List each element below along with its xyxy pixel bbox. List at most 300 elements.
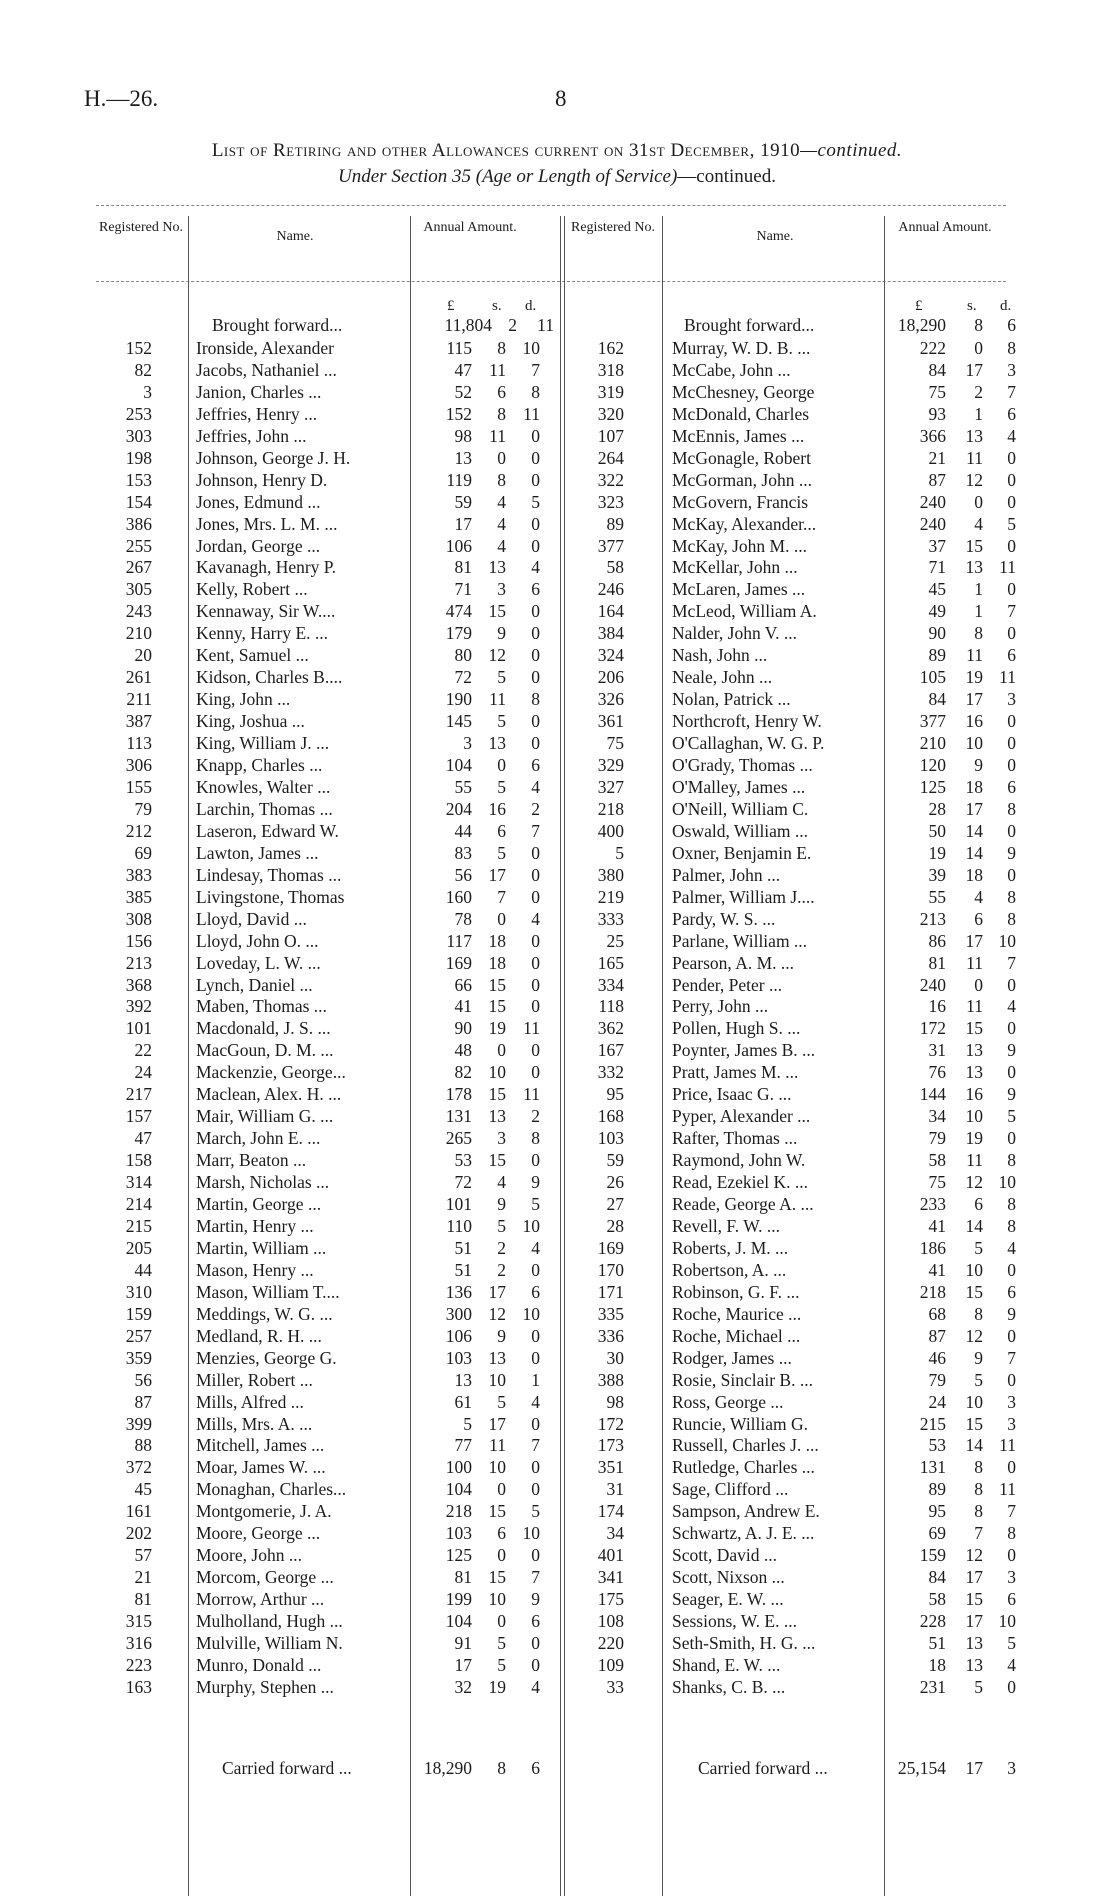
amount-pence: 0 [531, 1347, 540, 1368]
amount-shillings: 6 [497, 820, 506, 841]
amount-pence: 0 [1007, 1062, 1016, 1083]
amount-shillings: 18 [488, 930, 506, 951]
table-row [0, 1017, 1114, 1039]
recipient-name: Reade, George A. ... [672, 1194, 814, 1214]
recipient-name: McKay, Alexander... [672, 513, 817, 534]
amount-pounds: 179 [445, 623, 472, 644]
table-row [0, 1413, 1114, 1435]
amount-pence: 9 [1007, 1040, 1016, 1061]
amount-pence: 4 [1007, 1654, 1016, 1675]
amount-pounds: 87 [928, 469, 946, 490]
amount-shillings: 15 [965, 1281, 983, 1302]
amount-pence: 3 [1007, 689, 1016, 710]
registered-number: 164 [597, 601, 624, 622]
table-row [0, 622, 1114, 644]
amount-pounds: 55 [454, 776, 472, 797]
recipient-name: Pollen, Hugh S. ... [672, 1018, 801, 1039]
registered-number: 212 [125, 820, 152, 841]
amount-pounds: 300 [445, 1303, 472, 1324]
amount-pence: 6 [531, 1281, 540, 1302]
amount-pounds: 13 [454, 1369, 472, 1390]
amount-shillings: 0 [497, 1611, 506, 1632]
amount-pounds: 19 [928, 842, 946, 863]
amount-pence: 0 [531, 1325, 540, 1346]
amount-pounds: 66 [454, 974, 472, 995]
left-name-header: Name. [276, 229, 314, 244]
recipient-name: Marsh, Nicholas ... [196, 1172, 330, 1193]
amount-pence: 0 [531, 1413, 540, 1434]
registered-number: 21 [134, 1567, 152, 1588]
recipient-name: Johnson, George J. H. [196, 447, 351, 468]
amount-pounds: 58 [928, 1150, 946, 1171]
recipient-name: McKellar, John ... [672, 557, 798, 578]
recipient-name: Miller, Robert ... [196, 1369, 313, 1390]
recipient-name: Maben, Thomas ... [196, 996, 327, 1017]
recipient-name: Martin, William ... [196, 1237, 327, 1258]
registered-number: 401 [597, 1545, 624, 1566]
registered-number: 372 [125, 1457, 152, 1478]
registered-number: 198 [125, 447, 152, 468]
registered-number: 44 [134, 1259, 152, 1280]
table-row [0, 1500, 1114, 1522]
amount-pounds: 41 [928, 1259, 946, 1280]
amount-pence: 9 [531, 1589, 540, 1610]
table-row [0, 535, 1114, 557]
amount-pence: 4 [531, 1237, 540, 1258]
amount-pence: 0 [531, 886, 540, 907]
amount-shillings: 0 [497, 1040, 506, 1061]
amount-shillings: 16 [965, 1084, 983, 1105]
amount-shillings: 5 [974, 1369, 983, 1390]
subtitle-text: Under Section 35 (Age or Length of Service) [338, 166, 678, 187]
amount-shillings: 14 [965, 1435, 983, 1456]
amount-pounds: 87 [928, 1325, 946, 1346]
recipient-name: Marr, Beaton ... [196, 1150, 307, 1171]
amount-shillings: 9 [974, 755, 983, 775]
page-number: 8 [555, 86, 567, 111]
amount-pounds: 84 [928, 1567, 946, 1588]
registered-number: 87 [134, 1391, 152, 1412]
recipient-name: Morrow, Arthur ... [196, 1589, 325, 1610]
right-carried-forward [0, 1758, 1114, 1780]
amount-pounds: 84 [928, 689, 946, 710]
recipient-name: McCabe, John ... [672, 359, 791, 380]
amount-pounds: 240 [919, 491, 946, 512]
left-brought-forward-pounds: 11,804 [444, 315, 492, 335]
amount-pence: 9 [1007, 1084, 1016, 1105]
amount-shillings: 11 [489, 1435, 506, 1456]
amount-pence: 0 [531, 952, 540, 973]
title-text: List of Retiring and other Allowances current on 31st December, 1910 [211, 140, 801, 161]
registered-number: 69 [134, 842, 152, 863]
registered-number: 173 [597, 1435, 624, 1456]
recipient-name: Seager, E. W. ... [672, 1589, 784, 1610]
amount-shillings: 10 [488, 1062, 506, 1083]
amount-pounds: 75 [928, 381, 946, 402]
registered-number: 324 [597, 645, 624, 666]
amount-shillings: 5 [974, 1676, 983, 1697]
amount-pence: 0 [1007, 1018, 1016, 1039]
amount-shillings: 6 [497, 381, 506, 402]
recipient-name: Nalder, John V. ... [672, 623, 798, 644]
registered-number: 168 [597, 1106, 624, 1127]
recipient-name: Russell, Charles J. ... [672, 1435, 819, 1456]
recipient-name: Jeffries, Henry ... [196, 403, 318, 424]
amount-shillings: 12 [965, 1545, 983, 1566]
recipient-name: McGonagle, Robert [672, 447, 811, 468]
recipient-name: McKay, John M. ... [672, 535, 807, 556]
recipient-name: Ironside, Alexander [196, 337, 335, 358]
amount-shillings: 13 [965, 1654, 983, 1675]
recipient-name: King, William J. ... [196, 733, 330, 754]
amount-pence: 11 [999, 1479, 1016, 1500]
amount-pence: 0 [1007, 1369, 1016, 1390]
right-carried-forward-label: Carried forward ... [698, 1758, 828, 1778]
recipient-name: MacGoun, D. M. ... [196, 1040, 334, 1061]
amount-pence: 0 [531, 645, 540, 666]
registered-number: 333 [597, 908, 624, 929]
registered-number: 314 [125, 1172, 152, 1193]
table-row [0, 974, 1114, 996]
amount-shillings: 0 [497, 447, 506, 468]
amount-pence: 0 [531, 513, 540, 534]
amount-shillings: 13 [965, 1040, 983, 1061]
amount-shillings: 5 [974, 1237, 983, 1258]
registered-number: 31 [606, 1479, 624, 1500]
recipient-name: McLaren, James ... [672, 579, 806, 600]
amount-pence: 3 [1007, 1391, 1016, 1412]
registered-number: 101 [125, 1018, 152, 1039]
amount-pounds: 104 [445, 1479, 472, 1500]
amount-pounds: 50 [928, 820, 946, 841]
recipient-name: Neale, John ... [672, 667, 773, 688]
table-row [0, 1588, 1114, 1610]
amount-shillings: 5 [497, 1215, 506, 1236]
registered-number: 56 [134, 1369, 152, 1390]
amount-pounds: 61 [454, 1391, 472, 1412]
registered-number: 165 [597, 952, 624, 973]
amount-pounds: 152 [445, 403, 472, 424]
table-row [0, 469, 1114, 491]
amount-pounds: 51 [454, 1237, 472, 1258]
right-carried-forward-pence: 3 [1007, 1758, 1016, 1778]
recipient-name: Mulholland, Hugh ... [196, 1611, 343, 1632]
registered-number: 3 [143, 381, 152, 402]
registered-number: 79 [134, 798, 152, 819]
amount-pence: 0 [531, 535, 540, 556]
amount-shillings: 17 [965, 930, 983, 951]
amount-pence: 0 [531, 1040, 540, 1061]
amount-pence: 5 [531, 1194, 540, 1214]
recipient-name: Read, Ezekiel K. ... [672, 1172, 809, 1193]
table-row [0, 886, 1114, 908]
recipient-name: Macdonald, J. S. ... [196, 1018, 331, 1039]
recipient-name: Kent, Samuel ... [196, 645, 309, 666]
registered-number: 219 [597, 886, 624, 907]
registered-number: 383 [125, 864, 152, 885]
recipient-name: Runcie, William G. [672, 1413, 809, 1434]
amount-shillings: 13 [488, 557, 506, 578]
amount-pounds: 51 [454, 1259, 472, 1280]
recipient-name: Mulville, William N. [196, 1633, 343, 1653]
amount-pounds: 41 [928, 1215, 946, 1236]
amount-pence: 0 [1007, 535, 1016, 556]
left-registered-header: Registered No. [99, 220, 183, 235]
header-bottom-rule [96, 281, 1006, 282]
amount-pounds: 24 [928, 1391, 946, 1412]
amount-pounds: 104 [445, 755, 472, 775]
left-pence-unit: d. [525, 298, 537, 314]
amount-pounds: 231 [919, 1676, 946, 1697]
recipient-name: Scott, David ... [672, 1545, 777, 1566]
registered-number: 218 [597, 798, 624, 819]
amount-shillings: 11 [489, 359, 506, 380]
amount-shillings: 5 [497, 711, 506, 732]
amount-pence: 10 [998, 1172, 1016, 1193]
amount-shillings: 12 [965, 1172, 983, 1193]
amount-pounds: 58 [928, 1589, 946, 1610]
amount-pounds: 233 [919, 1194, 946, 1214]
registered-number: 158 [125, 1150, 152, 1171]
amount-pence: 7 [1007, 1501, 1016, 1522]
amount-shillings: 13 [488, 1347, 506, 1368]
amount-pence: 7 [531, 1435, 540, 1456]
amount-pounds: 71 [928, 557, 946, 578]
recipient-name: Murphy, Stephen ... [196, 1676, 334, 1697]
registered-number: 22 [134, 1040, 152, 1061]
registered-number: 220 [597, 1633, 624, 1653]
registered-number: 380 [597, 864, 624, 885]
registered-number: 332 [597, 1062, 624, 1083]
recipient-name: Janion, Charles ... [196, 381, 322, 402]
amount-shillings: 15 [965, 1018, 983, 1039]
amount-pence: 0 [1007, 469, 1016, 490]
amount-shillings: 0 [974, 337, 983, 358]
amount-shillings: 1 [974, 403, 983, 424]
amount-pounds: 75 [928, 1172, 946, 1193]
amount-shillings: 10 [965, 1391, 983, 1412]
amount-pounds: 47 [454, 359, 472, 380]
table-row [0, 1039, 1114, 1061]
recipient-name: King, Joshua ... [196, 711, 305, 732]
recipient-name: Loveday, L. W. ... [196, 952, 321, 973]
recipient-name: Raymond, John W. [672, 1150, 806, 1171]
registered-number: 155 [125, 776, 152, 797]
registered-number: 113 [126, 733, 152, 754]
amount-pence: 11 [999, 1435, 1016, 1456]
registered-number: 30 [606, 1347, 624, 1368]
table-row [0, 1391, 1114, 1413]
amount-pence: 9 [1007, 1303, 1016, 1324]
amount-pence: 0 [531, 1150, 540, 1171]
registered-number: 28 [606, 1215, 624, 1236]
amount-pounds: 125 [919, 776, 946, 797]
registered-number: 400 [597, 820, 624, 841]
amount-pounds: 240 [919, 513, 946, 534]
registered-number: 315 [125, 1611, 152, 1632]
amount-pence: 0 [531, 1259, 540, 1280]
table-row [0, 578, 1114, 600]
amount-pounds: 44 [454, 820, 472, 841]
amount-shillings: 4 [497, 1172, 506, 1193]
amount-pounds: 39 [928, 864, 946, 885]
amount-shillings: 15 [488, 601, 506, 622]
right-pounds-unit: £ [915, 298, 923, 314]
amount-shillings: 9 [974, 1347, 983, 1368]
amount-pence: 0 [531, 667, 540, 688]
amount-pence: 10 [998, 1611, 1016, 1632]
registered-number: 161 [125, 1501, 152, 1522]
left-brought-forward-shillings: 2 [508, 315, 517, 335]
right-brought-forward-label: Brought forward... [684, 315, 815, 335]
amount-pence: 8 [1007, 908, 1016, 929]
amount-pence: 10 [522, 1303, 540, 1324]
amount-pence: 6 [531, 1611, 540, 1632]
amount-shillings: 12 [488, 1303, 506, 1324]
registered-number: 217 [125, 1084, 152, 1105]
registered-number: 385 [125, 886, 152, 907]
registered-number: 27 [606, 1194, 624, 1214]
recipient-name: Kennaway, Sir W.... [196, 601, 336, 622]
table-row [0, 842, 1114, 864]
amount-shillings: 6 [974, 908, 983, 929]
registered-number: 308 [125, 908, 152, 929]
amount-pounds: 53 [454, 1150, 472, 1171]
amount-pence: 0 [1007, 733, 1016, 754]
amount-pence: 0 [531, 864, 540, 885]
amount-pence: 0 [531, 447, 540, 468]
amount-shillings: 10 [965, 1259, 983, 1280]
amount-shillings: 8 [974, 1479, 983, 1500]
registered-number: 310 [125, 1281, 152, 1302]
amount-pence: 5 [531, 491, 540, 512]
right-shillings-unit: s. [967, 298, 977, 314]
table-row [0, 1105, 1114, 1127]
amount-pounds: 145 [445, 711, 472, 732]
amount-shillings: 9 [497, 623, 506, 644]
table-row [0, 1237, 1114, 1259]
registered-number: 170 [597, 1259, 624, 1280]
amount-pounds: 13 [454, 447, 472, 468]
amount-pence: 0 [531, 733, 540, 754]
registered-number: 202 [125, 1523, 152, 1544]
registered-number: 25 [606, 930, 624, 951]
registered-number: 95 [606, 1084, 624, 1105]
amount-pence: 11 [999, 667, 1016, 688]
amount-shillings: 0 [497, 1479, 506, 1500]
amount-pence: 4 [531, 1391, 540, 1412]
table-row [0, 776, 1114, 798]
recipient-name: McChesney, George [672, 381, 815, 402]
amount-shillings: 0 [497, 1545, 506, 1566]
recipient-name: Roche, Maurice ... [672, 1303, 802, 1324]
right-brought-forward-pounds: 18,290 [897, 315, 946, 335]
registered-number: 329 [597, 755, 624, 775]
amount-pounds: 160 [445, 886, 472, 907]
amount-pounds: 190 [445, 689, 472, 710]
table-row [0, 1610, 1114, 1632]
amount-pence: 8 [531, 1128, 540, 1149]
table-row [0, 1544, 1114, 1566]
amount-pounds: 89 [928, 1479, 946, 1500]
amount-pence: 0 [1007, 711, 1016, 732]
recipient-name: Kenny, Harry E. ... [196, 623, 329, 644]
registered-number: 327 [597, 776, 624, 797]
recipient-name: Pyper, Alexander ... [672, 1106, 811, 1127]
recipient-name: O'Grady, Thomas ... [672, 755, 813, 775]
amount-pounds: 68 [928, 1303, 946, 1324]
amount-pounds: 377 [919, 711, 946, 732]
amount-shillings: 11 [489, 689, 506, 710]
amount-pounds: 82 [454, 1062, 472, 1083]
recipient-name: King, John ... [196, 689, 291, 710]
amount-pounds: 80 [454, 645, 472, 666]
registered-number: 33 [606, 1676, 624, 1697]
recipient-name: Jeffries, John ... [196, 425, 307, 446]
registered-number: 306 [125, 755, 152, 775]
amount-pounds: 98 [454, 425, 472, 446]
amount-pence: 6 [1007, 776, 1016, 797]
amount-pence: 0 [1007, 1259, 1016, 1280]
recipient-name: Nash, John ... [672, 645, 768, 666]
amount-pounds: 106 [445, 535, 472, 556]
registered-number: 318 [597, 359, 624, 380]
amount-pounds: 210 [919, 733, 946, 754]
recipient-name: Johnson, Henry D. [196, 469, 328, 490]
amount-pounds: 18 [928, 1654, 946, 1675]
amount-pence: 4 [531, 776, 540, 797]
recipient-name: Martin, Henry ... [196, 1215, 314, 1236]
recipient-name: Revell, F. W. ... [672, 1215, 780, 1236]
registered-number: 368 [125, 974, 152, 995]
amount-pounds: 91 [454, 1633, 472, 1653]
recipient-name: Mason, Henry ... [196, 1259, 314, 1280]
amount-pence: 10 [522, 1523, 540, 1544]
registered-number: 335 [597, 1303, 624, 1324]
left-brought-forward-label: Brought forward... [212, 315, 343, 335]
table-row [0, 1347, 1114, 1369]
table-row [0, 1149, 1114, 1171]
table-row [0, 1325, 1114, 1347]
registered-number: 215 [125, 1215, 152, 1236]
amount-shillings: 8 [497, 403, 506, 424]
amount-pounds: 83 [454, 842, 472, 863]
recipient-name: Pender, Peter ... [672, 974, 783, 995]
amount-pence: 10 [522, 337, 540, 358]
amount-shillings: 17 [965, 689, 983, 710]
amount-pence: 1 [531, 1369, 540, 1390]
amount-pence: 7 [1007, 1347, 1016, 1368]
amount-pence: 10 [998, 930, 1016, 951]
amount-pence: 8 [1007, 1194, 1016, 1214]
amount-shillings: 15 [488, 1567, 506, 1588]
amount-pence: 5 [1007, 1106, 1016, 1127]
registered-number: 107 [597, 425, 624, 446]
amount-pounds: 172 [919, 1018, 946, 1039]
table-row [0, 600, 1114, 622]
amount-pounds: 3 [463, 733, 472, 754]
amount-shillings: 19 [488, 1676, 506, 1697]
recipient-name: McGovern, Francis [672, 491, 809, 512]
recipient-name: Scott, Nixson ... [672, 1567, 785, 1588]
registered-number: 172 [597, 1413, 624, 1434]
table-row [0, 556, 1114, 578]
registered-number: 167 [597, 1040, 624, 1061]
amount-pounds: 136 [445, 1281, 472, 1302]
registered-number: 361 [597, 711, 624, 732]
amount-shillings: 5 [497, 776, 506, 797]
amount-pence: 0 [1007, 1676, 1016, 1697]
